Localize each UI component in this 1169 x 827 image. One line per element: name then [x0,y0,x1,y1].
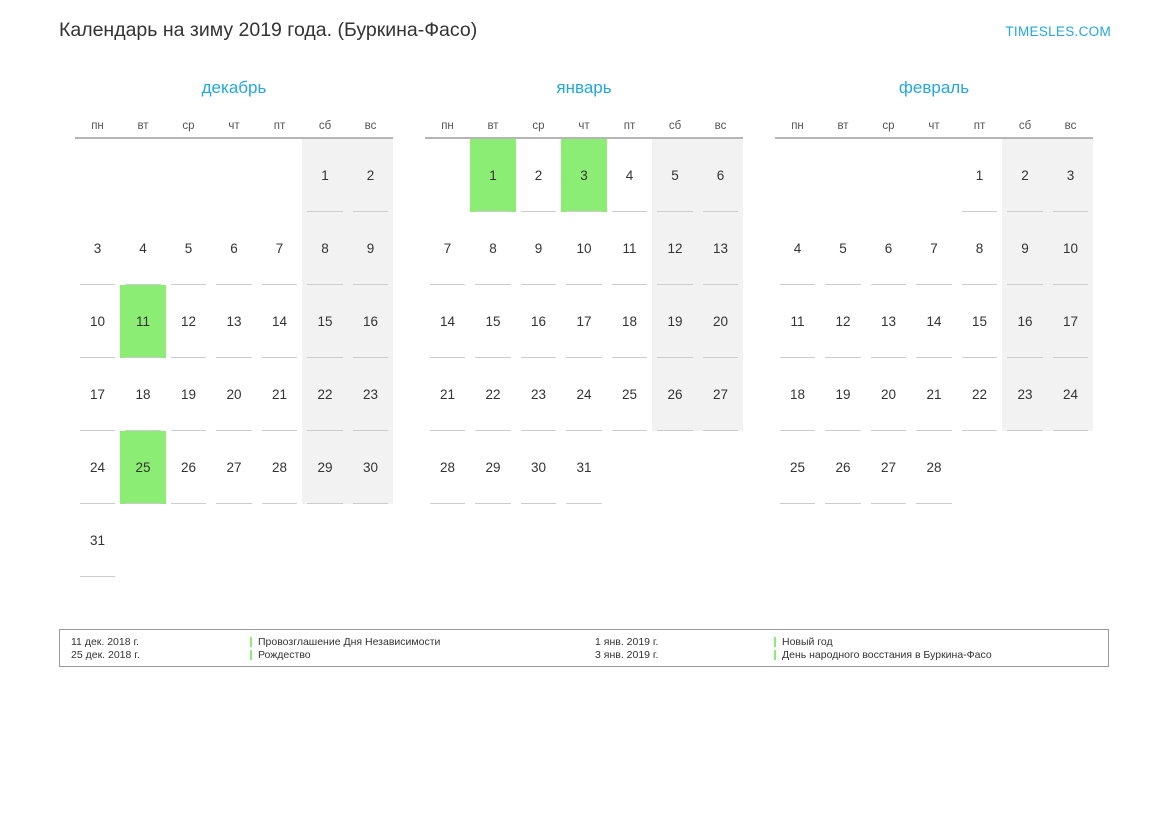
day-cell[interactable] [348,285,394,358]
day-cell[interactable] [348,358,394,431]
day-cell[interactable] [1002,285,1048,358]
day-cell[interactable] [1048,358,1094,431]
week-row [775,358,1094,431]
page-header [0,0,1169,62]
day-cell[interactable] [820,212,866,285]
day-cell-empty [957,431,1003,504]
day-number: 4 [625,168,634,183]
weekday-label: вс [1048,113,1094,139]
legend-date: 1 янв. 2019 г. [595,636,659,648]
week-row [75,504,394,577]
day-cell-empty [607,504,653,577]
legend-holiday-name: Провозглашение Дня Независимости [250,636,584,649]
day-cell[interactable] [120,212,166,285]
day-cell[interactable] [516,431,562,504]
month-block [59,78,409,577]
day-cell[interactable] [470,285,516,358]
page-title: Календарь на зиму 2019 года. (Буркина-Фасо) [59,19,478,41]
day-number: 27 [712,387,729,402]
day-cell-holiday[interactable] [561,139,607,212]
day-cell[interactable] [516,139,562,212]
day-cell[interactable] [302,212,348,285]
day-number: 9 [1021,241,1029,256]
day-cell-empty [607,431,653,504]
day-number: 4 [139,241,147,256]
weekday-label: пт [957,113,1003,139]
day-cell[interactable] [425,212,471,285]
week-row [425,358,744,431]
day-number: 12 [835,314,851,329]
day-cell-empty [166,504,212,577]
day-cell[interactable] [348,431,394,504]
day-cell[interactable] [425,358,471,431]
day-cell[interactable] [302,285,348,358]
week-row [75,139,394,212]
day-number: 21 [926,387,942,402]
day-number: 1 [321,168,329,183]
day-cell[interactable] [775,285,821,358]
week-row [425,212,744,285]
day-cell[interactable] [302,358,348,431]
legend-names [250,636,584,666]
day-number: 28 [439,460,456,475]
day-number: 25 [621,387,638,402]
day-number: 17 [89,387,106,402]
day-number: 13 [712,241,729,256]
day-cell[interactable] [957,139,1003,212]
day-cell-empty [1002,504,1048,577]
day-number: 20 [226,387,242,402]
day-cell[interactable] [775,212,821,285]
month-block [409,78,759,577]
day-cell-empty [561,504,607,577]
day-cell[interactable] [470,358,516,431]
day-cell[interactable] [470,431,516,504]
day-cell[interactable] [957,358,1003,431]
day-cell-empty [652,431,698,504]
legend-names [774,636,1108,666]
day-cell[interactable] [820,431,866,504]
week-row [775,285,1094,358]
day-number: 5 [184,241,193,256]
day-cell[interactable] [866,285,912,358]
day-number: 8 [321,241,329,256]
day-number: 18 [621,314,638,329]
day-cell[interactable] [257,285,303,358]
day-number: 24 [576,387,592,402]
day-number: 19 [667,314,683,329]
weekday-label: сб [302,113,348,139]
day-number: 31 [89,533,106,548]
day-number: 30 [530,460,547,475]
day-cell[interactable] [425,285,471,358]
weekday-label: вт [120,113,166,139]
day-number: 3 [580,168,588,183]
day-number: 12 [667,241,683,256]
legend-date: 3 янв. 2019 г. [595,648,659,661]
weekday-label: чт [561,113,607,139]
day-number: 25 [135,460,151,475]
day-cell-holiday[interactable] [470,139,516,212]
day-number: 5 [839,241,847,256]
week-row [425,285,744,358]
day-number: 18 [789,387,806,402]
day-number: 14 [926,314,942,329]
day-cell[interactable] [866,358,912,431]
weekday-label: пн [75,113,121,139]
day-number: 24 [89,460,106,475]
week-row [75,358,394,431]
weekday-label: пн [775,113,821,139]
day-cell[interactable] [698,212,744,285]
day-number: 23 [530,387,547,402]
day-number: 12 [180,314,197,329]
day-number: 14 [271,314,288,329]
day-cell[interactable] [820,285,866,358]
week-row [425,139,744,212]
day-cell-empty [257,504,303,577]
day-number: 8 [489,241,497,256]
legend-dates [584,636,774,666]
month-table [425,113,744,577]
weekday-label: вс [698,113,744,139]
day-cell-empty [866,139,912,212]
day-number: 11 [622,241,637,256]
day-number: 29 [485,460,501,475]
day-cell[interactable] [302,139,348,212]
day-number: 13 [880,314,897,329]
day-cell[interactable] [166,285,212,358]
day-cell[interactable] [257,358,303,431]
day-cell-empty [698,431,744,504]
day-cell-holiday[interactable] [120,431,166,504]
day-cell[interactable] [470,212,516,285]
day-number: 10 [1062,241,1079,256]
weekday-label: сб [1002,113,1048,139]
day-cell-empty [1048,504,1094,577]
day-cell-empty [911,139,957,212]
day-number: 17 [1062,314,1079,329]
week-row [775,504,1094,577]
weekday-label: ср [866,113,912,139]
day-cell[interactable] [607,212,653,285]
day-number: 8 [975,241,984,256]
day-number: 15 [971,314,988,329]
day-number: 2 [366,168,375,183]
day-number: 16 [530,314,547,329]
day-cell-empty [211,504,257,577]
day-number: 16 [1017,314,1033,329]
day-cell[interactable] [516,358,562,431]
day-cell-empty [1048,431,1094,504]
day-cell-empty [348,504,394,577]
day-cell[interactable] [698,358,744,431]
day-number: 7 [930,241,938,256]
day-cell-empty [820,504,866,577]
day-cell-empty [698,504,744,577]
month-block [759,78,1109,577]
week-row [775,139,1094,212]
day-cell[interactable] [257,212,303,285]
day-cell[interactable] [866,212,912,285]
day-cell[interactable] [607,139,653,212]
week-row [75,285,394,358]
week-row [425,504,744,577]
week-row [775,431,1094,504]
day-number: 23 [1017,387,1033,402]
day-cell[interactable] [75,431,121,504]
legend-holiday-name: Новый год [774,636,1108,649]
day-cell[interactable] [257,431,303,504]
day-cell-empty [425,139,471,212]
legend-date: 11 дек. 2018 г. [71,636,139,648]
day-cell[interactable] [607,358,653,431]
weekday-header-row [75,113,394,139]
day-cell[interactable] [561,285,607,358]
day-cell[interactable] [1002,212,1048,285]
day-number: 27 [226,460,242,475]
week-row [75,431,394,504]
day-number: 14 [439,314,456,329]
day-number: 22 [485,387,501,402]
day-number: 19 [835,387,851,402]
day-cell-empty [120,504,166,577]
weekday-label: ср [516,113,562,139]
brand-link[interactable]: TIMESLES.COM [1005,24,1111,39]
holiday-legend [59,629,1109,667]
month-title: январь [556,78,612,97]
day-cell[interactable] [348,212,394,285]
day-cell[interactable] [516,212,562,285]
day-cell[interactable] [866,431,912,504]
day-cell[interactable] [166,431,212,504]
day-number: 9 [534,241,543,256]
day-number: 21 [439,387,456,402]
day-cell[interactable] [957,212,1003,285]
day-cell[interactable] [166,358,212,431]
month-table [775,113,1094,577]
day-cell[interactable] [561,358,607,431]
legend-holiday-name: День народного восстания в Буркина-Фасо [774,649,1108,662]
day-cell[interactable] [911,358,957,431]
day-cell[interactable] [561,212,607,285]
weekday-label: пт [257,113,303,139]
day-cell[interactable] [75,212,121,285]
day-number: 26 [835,460,851,475]
day-cell-empty [211,139,257,212]
day-number: 28 [926,460,942,475]
day-cell[interactable] [1002,358,1048,431]
months-container [59,78,1110,577]
day-cell-empty [911,504,957,577]
day-number: 30 [362,460,379,475]
day-number: 24 [1062,387,1079,402]
day-cell[interactable] [652,358,698,431]
day-cell-empty [257,139,303,212]
legend-holiday-name: Рождество [250,649,584,662]
day-cell[interactable] [75,285,121,358]
legend-column [584,630,1108,666]
day-cell[interactable] [302,431,348,504]
day-cell[interactable] [516,285,562,358]
day-cell[interactable] [75,358,121,431]
week-row [775,212,1094,285]
day-cell[interactable] [911,212,957,285]
weekday-label: пт [607,113,653,139]
day-number: 6 [716,168,725,183]
day-number: 7 [443,241,452,256]
day-cell[interactable] [775,431,821,504]
day-cell[interactable] [211,431,257,504]
day-cell-holiday[interactable] [120,285,166,358]
day-number: 18 [135,387,151,402]
day-number: 25 [789,460,806,475]
day-cell[interactable] [1002,139,1048,212]
day-number: 4 [793,241,802,256]
day-cell[interactable] [652,285,698,358]
day-number: 21 [271,387,288,402]
day-number: 22 [971,387,988,402]
day-number: 3 [93,241,102,256]
day-cell[interactable] [1048,285,1094,358]
day-number: 15 [485,314,501,329]
day-number: 11 [135,314,150,329]
weekday-label: чт [911,113,957,139]
day-number: 1 [489,168,497,183]
day-number: 10 [576,241,592,256]
month-title: февраль [898,78,970,97]
day-cell[interactable] [166,212,212,285]
day-number: 1 [975,168,984,183]
day-cell-empty [516,504,562,577]
day-number: 26 [180,460,197,475]
day-number: 6 [230,241,238,256]
day-number: 28 [271,460,288,475]
weekday-label: вс [348,113,394,139]
month-table [75,113,394,577]
day-number: 10 [89,314,106,329]
day-number: 29 [317,460,333,475]
day-number: 31 [576,460,592,475]
day-cell[interactable] [120,358,166,431]
day-cell[interactable] [652,139,698,212]
day-number: 20 [712,314,729,329]
weekday-label: ср [166,113,212,139]
weekday-header-row [775,113,1094,139]
day-cell-empty [120,139,166,212]
day-number: 5 [671,168,679,183]
legend-date: 25 дек. 2018 г. [71,648,140,661]
day-number: 6 [884,241,893,256]
day-number: 2 [1021,168,1029,183]
weekday-label: пн [425,113,471,139]
month-title: декабрь [201,78,267,97]
day-cell[interactable] [75,504,121,577]
day-cell-empty [652,504,698,577]
day-cell-empty [775,139,821,212]
day-number: 2 [534,168,543,183]
day-cell-empty [866,504,912,577]
day-cell[interactable] [1048,139,1094,212]
day-number: 9 [366,241,375,256]
weekday-header-row [425,113,744,139]
day-number: 23 [362,387,379,402]
day-cell-empty [820,139,866,212]
legend-column [60,630,584,666]
day-number: 7 [275,241,284,256]
day-cell-empty [425,504,471,577]
day-number: 15 [317,314,333,329]
day-cell-empty [1002,431,1048,504]
day-number: 20 [880,387,897,402]
day-cell-empty [302,504,348,577]
weekday-label: чт [211,113,257,139]
day-number: 13 [226,314,242,329]
day-cell[interactable] [911,431,957,504]
day-cell-empty [775,504,821,577]
day-number: 22 [317,387,333,402]
day-cell[interactable] [652,212,698,285]
week-row [425,431,744,504]
day-cell-empty [75,139,121,212]
day-cell-empty [957,504,1003,577]
day-cell-empty [470,504,516,577]
day-cell[interactable] [425,431,471,504]
day-number: 19 [180,387,197,402]
day-number: 3 [1066,168,1075,183]
day-number: 27 [880,460,897,475]
day-cell[interactable] [698,285,744,358]
day-cell[interactable] [911,285,957,358]
day-cell[interactable] [561,431,607,504]
day-cell[interactable] [957,285,1003,358]
day-number: 26 [667,387,683,402]
day-cell[interactable] [775,358,821,431]
day-cell[interactable] [348,139,394,212]
day-cell[interactable] [211,358,257,431]
day-number: 17 [576,314,592,329]
day-cell[interactable] [820,358,866,431]
weekday-label: сб [652,113,698,139]
day-number: 16 [362,314,379,329]
legend-dates [60,636,250,666]
day-cell[interactable] [698,139,744,212]
day-cell[interactable] [1048,212,1094,285]
weekday-label: вт [470,113,516,139]
day-cell[interactable] [211,212,257,285]
day-cell[interactable] [607,285,653,358]
day-cell[interactable] [211,285,257,358]
week-row [75,212,394,285]
day-cell-empty [166,139,212,212]
weekday-label: вт [820,113,866,139]
day-number: 11 [790,314,805,329]
